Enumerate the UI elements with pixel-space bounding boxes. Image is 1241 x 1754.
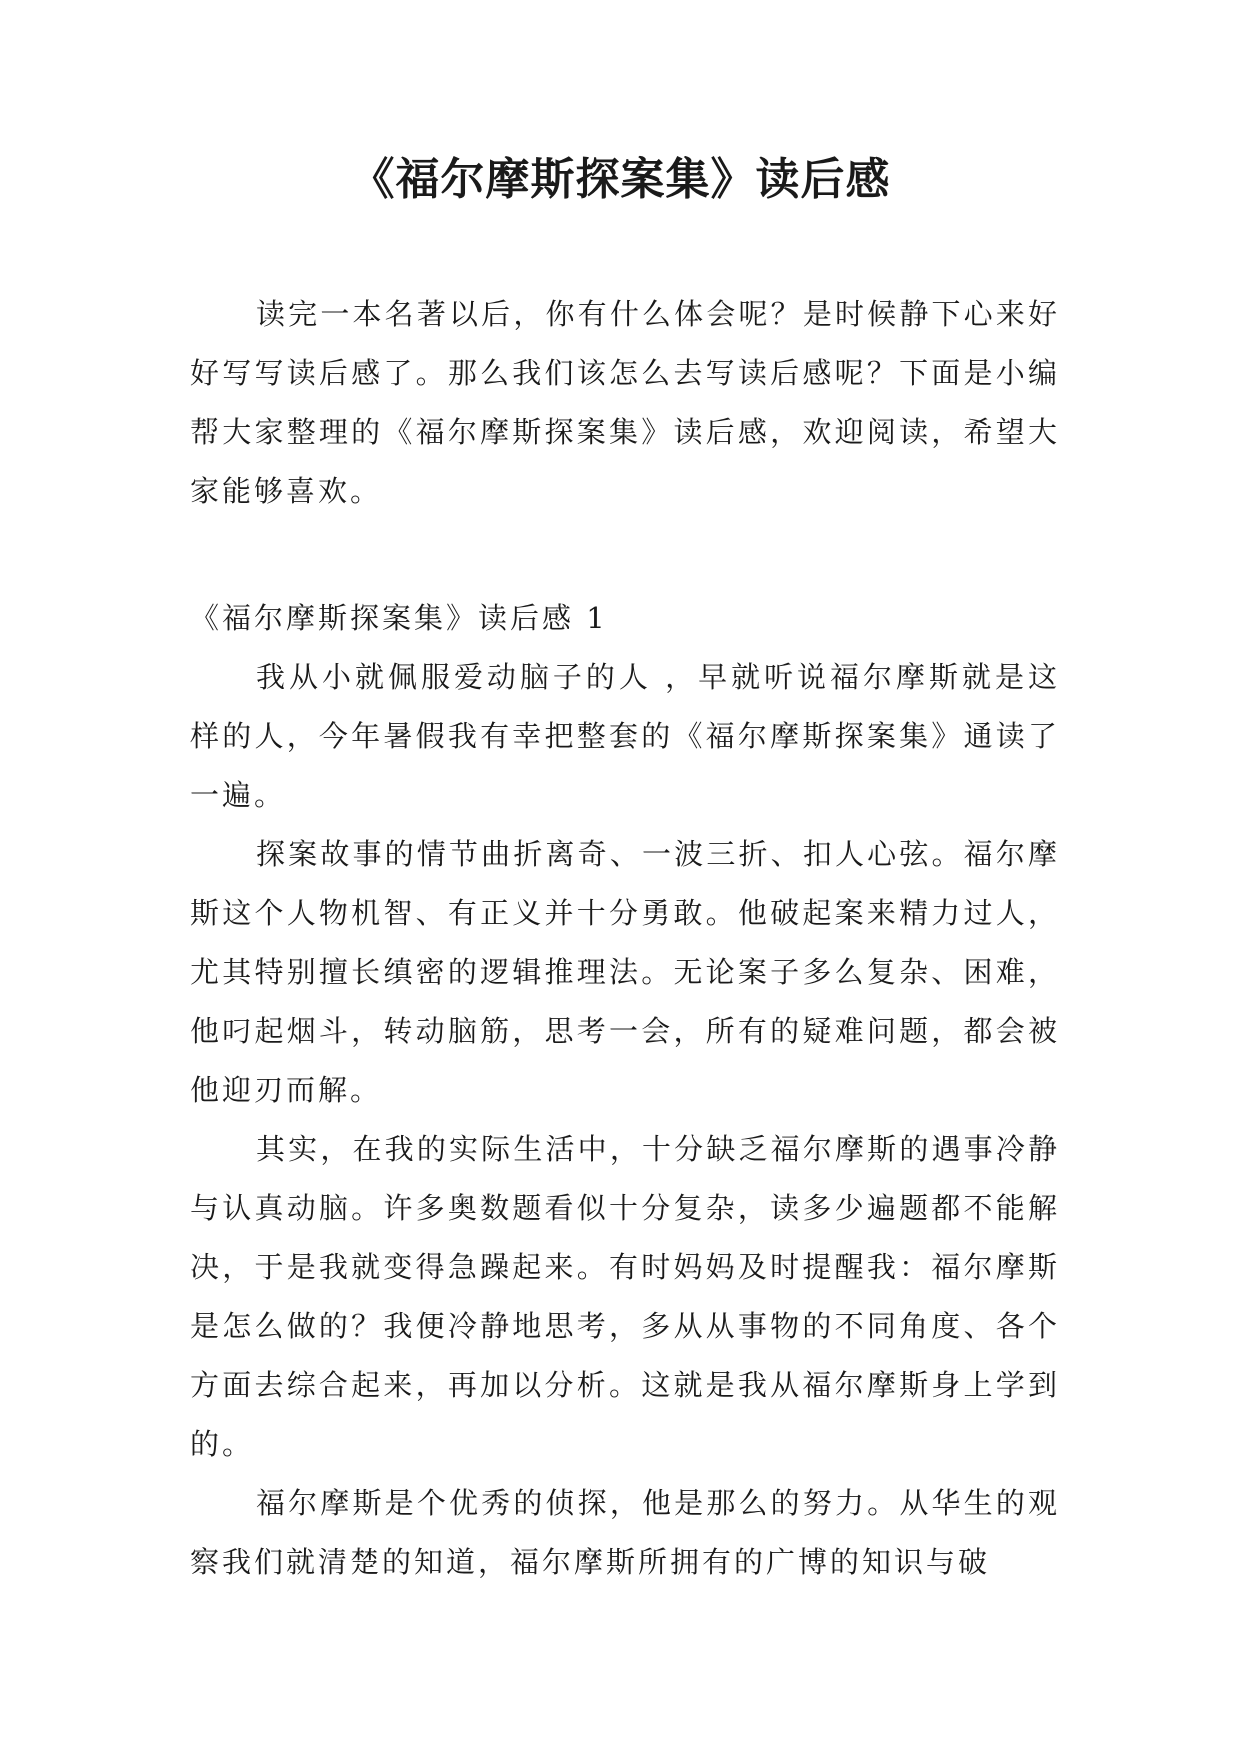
body-paragraph-3: 其实，在我的实际生活中，十分缺乏福尔摩斯的遇事冷静与认真动脑。许多奥数题看似十分复杂，读多少遍题都不能解决，于是我就变得急躁起来。有时妈妈及时提醒我：福尔摩斯是怎么做的？我便冷静地思考，多从从事物的不同角度、各个方面去综合起来，再加以分析。这就是我从福尔摩斯身上学到的。 bbox=[190, 1132, 1060, 1461]
intro-paragraph: 读完一本名著以后，你有什么体会呢？是时候静下心来好好写写读后感了。那么我们该怎么去写读后感呢？下面是小编帮大家整理的《福尔摩斯探案集》读后感，欢迎阅读，希望大家能够喜欢。 bbox=[190, 297, 1060, 508]
body-paragraph-1: 我从小就佩服爱动脑子的人 ，早就听说福尔摩斯就是这样的人，今年暑假我有幸把整套的《福尔摩斯探案集》通读了一遍。 bbox=[190, 660, 1060, 812]
document-title: 《福尔摩斯探案集》读后感 bbox=[350, 154, 891, 205]
body-paragraph-4: 福尔摩斯是个优秀的侦探，他是那么的努力。从华生的观察我们就清楚的知道，福尔摩斯所拥有的广博的知识与破 bbox=[190, 1486, 1060, 1579]
document-body bbox=[190, 285, 1060, 1592]
section-heading: 《福尔摩斯探案集》读后感 1 bbox=[190, 601, 608, 635]
body-paragraph-2: 探案故事的情节曲折离奇、一波三折、扣人心弦。福尔摩斯这个人物机智、有正义并十分勇敢。他破起案来精力过人，尤其特别擅长缜密的逻辑推理法。无论案子多么复杂、困难，他叼起烟斗，转动脑筋，思考一会，所有的疑难问题，都会被他迎刃而解。 bbox=[190, 837, 1060, 1107]
